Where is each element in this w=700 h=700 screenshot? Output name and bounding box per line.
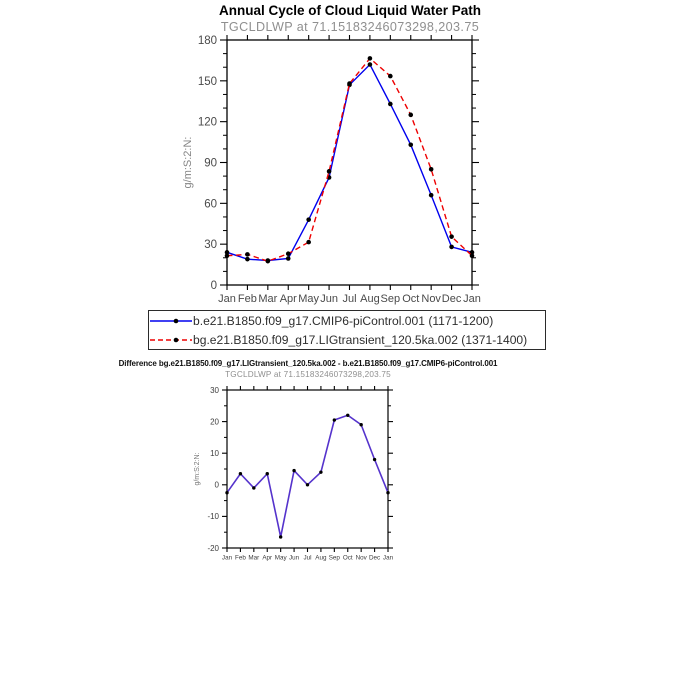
difference-marker-difference bbox=[239, 472, 242, 475]
difference-ytick-label: 10 bbox=[210, 449, 219, 458]
annual-cycle-xtick-label: Jul bbox=[342, 293, 357, 305]
legend-box bbox=[148, 310, 546, 350]
annual-cycle-ylabel: g/m:S:2:N: bbox=[182, 136, 194, 189]
difference-ylabel: g/m:S:2:N: bbox=[194, 452, 201, 486]
difference-marker-difference bbox=[306, 483, 309, 486]
diff-chart-subtitle: TGCLDLWP at 71.15183246073298,203.75 bbox=[225, 370, 391, 379]
difference-ytick-label: -10 bbox=[207, 512, 219, 522]
annual-cycle-xtick-label: Jan bbox=[218, 293, 236, 305]
difference-marker-difference bbox=[252, 486, 255, 489]
annual-cycle-marker-LIGtransient bbox=[429, 167, 434, 172]
annual-cycle-xtick-label: May bbox=[298, 293, 320, 305]
annual-cycle-marker-piControl bbox=[286, 256, 291, 261]
annual-cycle-plot-frame bbox=[227, 40, 472, 285]
annual-cycle-marker-LIGtransient bbox=[368, 56, 373, 61]
annual-cycle-marker-piControl bbox=[388, 102, 393, 107]
difference-xtick-label: Aug bbox=[315, 554, 327, 562]
annual-cycle-marker-LIGtransient bbox=[306, 240, 311, 245]
difference-xtick-label: Oct bbox=[342, 554, 353, 562]
difference-ytick-label: 30 bbox=[210, 385, 219, 395]
difference-marker-difference bbox=[292, 469, 295, 472]
annual-cycle-ytick-label: 90 bbox=[204, 157, 217, 170]
annual-cycle-marker-LIGtransient bbox=[266, 259, 271, 264]
diff-chart-title: Difference bg.e21.B1850.f09_g17.LIGtransient_120.5ka.002 - b.e21.B1850.f09_g17.CMIP6-piControl.001 bbox=[118, 359, 498, 368]
difference-marker-difference bbox=[386, 491, 389, 494]
legend-sample-piControl bbox=[149, 315, 193, 327]
annual-cycle-ytick-label: 60 bbox=[204, 198, 217, 211]
difference-ytick-label: 20 bbox=[210, 417, 219, 427]
difference-xtick-label: Jul bbox=[303, 554, 312, 562]
annual-cycle-marker-piControl bbox=[245, 257, 250, 262]
difference-marker-difference bbox=[266, 472, 269, 475]
annual-cycle-xtick-label: Jan bbox=[463, 293, 481, 305]
legend-label-piControl: b.e21.B1850.f09_g17.CMIP6-piControl.001 (1171-1200) bbox=[193, 313, 494, 328]
difference-xtick-label: Feb bbox=[234, 554, 246, 562]
difference-ytick-label: 0 bbox=[214, 480, 219, 490]
annual-cycle-marker-LIGtransient bbox=[286, 251, 291, 256]
difference-xtick-label: Jan bbox=[221, 554, 233, 562]
difference-xtick-label: May bbox=[274, 554, 287, 562]
difference-xtick-label: Jan bbox=[382, 554, 394, 562]
difference-series-difference bbox=[227, 415, 388, 537]
legend-label-LIGtransient: bg.e21.B1850.f09_g17.LIGtransient_120.5ka.002 (1371-1400) bbox=[193, 332, 528, 347]
annual-cycle-marker-LIGtransient bbox=[245, 252, 250, 257]
difference-marker-difference bbox=[373, 458, 376, 461]
annual-cycle-marker-LIGtransient bbox=[470, 253, 475, 258]
annual-cycle-ytick-label: 120 bbox=[197, 116, 217, 129]
annual-cycle-marker-LIGtransient bbox=[327, 169, 332, 174]
difference-marker-difference bbox=[359, 423, 362, 426]
annual-cycle-series-LIGtransient bbox=[227, 58, 472, 261]
difference-marker-difference bbox=[279, 535, 282, 538]
annual-cycle-series-piControl bbox=[227, 65, 472, 261]
annual-cycle-xtick-label: Apr bbox=[279, 293, 297, 305]
difference-marker-difference bbox=[319, 470, 322, 473]
difference-xtick-label: Jun bbox=[289, 554, 300, 562]
annual-cycle-marker-piControl bbox=[368, 62, 373, 67]
annual-cycle-ytick-label: 0 bbox=[210, 280, 217, 293]
legend-marker-dot-icon bbox=[174, 337, 179, 342]
legend-row-piControl bbox=[149, 311, 545, 330]
annual-cycle-marker-LIGtransient bbox=[225, 253, 230, 258]
difference-xtick-label: Apr bbox=[262, 554, 273, 562]
annual-cycle-marker-piControl bbox=[429, 193, 434, 198]
annual-cycle-marker-LIGtransient bbox=[408, 113, 413, 118]
annual-cycle-xtick-label: Sep bbox=[380, 293, 401, 305]
annual-cycle-marker-LIGtransient bbox=[449, 234, 454, 239]
annual-cycle-marker-LIGtransient bbox=[388, 74, 393, 79]
annual-cycle-xtick-label: Mar bbox=[258, 293, 278, 305]
difference-marker-difference bbox=[225, 491, 228, 494]
main-chart-title: Annual Cycle of Cloud Liquid Water Path bbox=[218, 3, 481, 18]
difference-xtick-label: Mar bbox=[248, 554, 260, 562]
annual-cycle-xtick-label: Oct bbox=[402, 293, 420, 305]
annual-cycle-ytick-label: 150 bbox=[197, 75, 217, 88]
annual-cycle-xtick-label: Nov bbox=[421, 293, 441, 305]
difference-marker-difference bbox=[333, 418, 336, 421]
legend-sample-LIGtransient bbox=[149, 334, 193, 346]
annual-cycle-xtick-label: Jun bbox=[320, 293, 338, 305]
difference-plot-frame bbox=[227, 390, 388, 548]
annual-cycle-xtick-label: Dec bbox=[441, 293, 462, 305]
difference-xtick-label: Dec bbox=[368, 554, 381, 562]
annual-cycle-xtick-label: Aug bbox=[360, 293, 380, 305]
annual-cycle-ytick-label: 30 bbox=[204, 239, 217, 252]
annual-cycle-marker-LIGtransient bbox=[347, 81, 352, 86]
legend-row-LIGtransient bbox=[149, 330, 545, 349]
annual-cycle-marker-piControl bbox=[449, 245, 454, 250]
difference-marker-difference bbox=[346, 414, 349, 417]
legend-marker-dot-icon bbox=[174, 318, 179, 323]
difference-xtick-label: Sep bbox=[328, 554, 340, 562]
annual-cycle-xtick-label: Feb bbox=[237, 293, 257, 305]
difference-ytick-label: -20 bbox=[207, 543, 219, 553]
annual-cycle-ytick-label: 180 bbox=[197, 35, 217, 48]
annual-cycle-marker-piControl bbox=[306, 217, 311, 222]
main-chart-subtitle: TGCLDLWP at 71.15183246073298,203.75 bbox=[220, 20, 480, 34]
difference-xtick-label: Nov bbox=[355, 554, 367, 562]
annual-cycle-marker-piControl bbox=[408, 143, 413, 148]
